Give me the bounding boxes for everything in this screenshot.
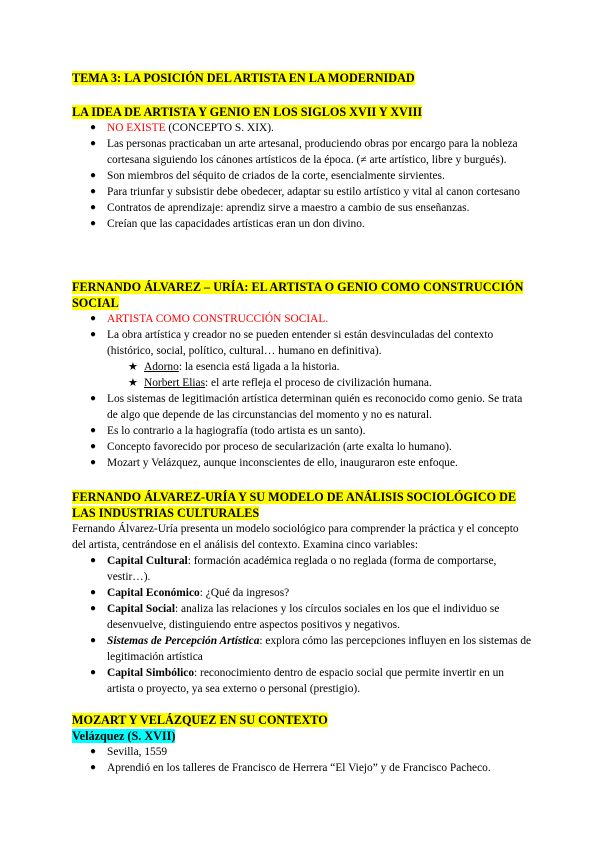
list-item: ● Sevilla, 1559	[90, 746, 168, 758]
list-item: ● Creían que las capacidades artísticas eran un don divino.	[90, 218, 365, 230]
section-artista-genio	[72, 104, 534, 232]
bullet-icon: ●	[90, 762, 97, 773]
bullet-icon: ●	[90, 170, 97, 181]
bullet-icon: ●	[90, 587, 97, 598]
list-item: ● Es lo contrario a la hagiografía (todo artista es un santo).	[90, 425, 366, 437]
list-item: ● Aprendió en los talleres de Francisco de Herrera “El Viejo” y de Francisco Pacheco.	[90, 762, 491, 774]
bullet-icon: ●	[90, 202, 97, 213]
list-item: ● Los sistemas de legitimación artística determinan quién es reconocido como genio. Se trata de algo que depende de las circunstancias del momento y no es natural.	[90, 393, 523, 421]
section-heading: FERNANDO ÁLVAREZ-URÍA Y SU MODELO DE ANÁLISIS SOCIOLÓGICO DE LAS INDUSTRIAS CULTURALES	[72, 490, 517, 520]
bullet-icon: ●	[90, 393, 97, 404]
list-item: ● Sistemas de Percepción Artística: explora cómo las percepciones influyen en los sistemas de legitimación artística	[90, 635, 532, 663]
bullet-icon: ●	[90, 218, 97, 229]
list-item: ● Son miembros del séquito de criados de la corte, esencialmente sirvientes.	[90, 170, 445, 182]
variables-list	[72, 553, 534, 697]
list-item: ● Capital Económico: ¿Qué da ingresos?	[90, 587, 290, 599]
list-item: ● Para triunfar y subsistir debe obedecer, adaptar su estilo artístico y vital al canon cortesano	[90, 186, 520, 198]
list-item: ● NO EXISTE (CONCEPTO S. XIX).	[90, 122, 274, 134]
sub-list-item: ★ Norbert Elias: el arte refleja el proceso de civilización humana.	[128, 377, 432, 389]
bullet-icon: ●	[90, 457, 97, 468]
section-modelo-sociologico	[72, 489, 534, 697]
star-icon: ★	[128, 377, 138, 389]
section-mozart-velazquez	[72, 712, 534, 776]
section-heading: FERNANDO ÁLVAREZ – URÍA: EL ARTISTA O GENIO COMO CONSTRUCCIÓN SOCIAL	[72, 280, 524, 310]
list-item: ● ARTISTA COMO CONSTRUCCIÓN SOCIAL.	[90, 313, 329, 325]
bullet-icon: ●	[90, 667, 97, 678]
star-icon: ★	[128, 361, 138, 373]
bullet-list	[72, 311, 534, 471]
bullet-icon: ●	[90, 329, 97, 340]
bullet-icon: ●	[90, 555, 97, 566]
list-item: ● Mozart y Velázquez, aunque inconscientes de ello, inauguraron este enfoque.	[90, 457, 458, 469]
list-item: ● La obra artística y creador no se pueden entender si están desvinculadas del contexto (histórico, social, político, cultural… humano en definitiva).	[90, 329, 494, 357]
section-heading: LA IDEA DE ARTISTA Y GENIO EN LOS SIGLOS XVII Y XVIII	[72, 105, 423, 119]
bullet-icon: ●	[90, 313, 97, 324]
bullet-list	[72, 120, 534, 232]
list-item: ● Capital Cultural: formación académica reglada o no reglada (forma de comportarse, vestir…).	[90, 555, 497, 583]
list-item: ● Capital Simbólico: reconocimiento dentro de espacio social que permite invertir en un artista o proyecto, ya sea externo o personal (prestigio).	[90, 667, 504, 695]
section-construccion-social	[72, 279, 534, 471]
intro-paragraph: Fernando Álvarez-Uría presenta un modelo sociológico para comprender la práctica y el concepto del artista, centrándose en el análisis del contexto. Examina cinco variables:	[72, 523, 519, 551]
sub-list-item: ★ Adorno: la esencia está ligada a la historia.	[128, 361, 340, 373]
bullet-icon: ●	[90, 425, 97, 436]
bullet-icon: ●	[90, 138, 97, 149]
list-item: ● Capital Social: analiza las relaciones y los círculos sociales en los que el individuo se desenvuelve, distinguiendo entre aspectos positivos y negativos.	[90, 603, 500, 631]
bullet-list	[72, 744, 534, 776]
bullet-icon: ●	[90, 122, 97, 133]
sub-heading: Velázquez (S. XVII)	[72, 729, 176, 743]
list-item: ● Contratos de aprendizaje: aprendiz sirve a maestro a cambio de sus enseñanzas.	[90, 202, 470, 214]
list-item: ● Concepto favorecido por proceso de secularización (arte exalta lo humano).	[90, 441, 452, 453]
bullet-icon: ●	[90, 635, 97, 646]
bullet-icon: ●	[90, 603, 97, 614]
document-title: TEMA 3: LA POSICIÓN DEL ARTISTA EN LA MODERNIDAD	[72, 71, 415, 85]
section-heading: MOZART Y VELÁZQUEZ EN SU CONTEXTO	[72, 713, 328, 727]
bullet-icon: ●	[90, 746, 97, 757]
bullet-icon: ●	[90, 186, 97, 197]
bullet-icon: ●	[90, 441, 97, 452]
list-item: ● Las personas practicaban un arte artesanal, produciendo obras por encargo para la nobleza cortesana siguiendo los cánones artísticos de la época. (≠ arte artístico, libre y burgués).	[90, 138, 518, 166]
